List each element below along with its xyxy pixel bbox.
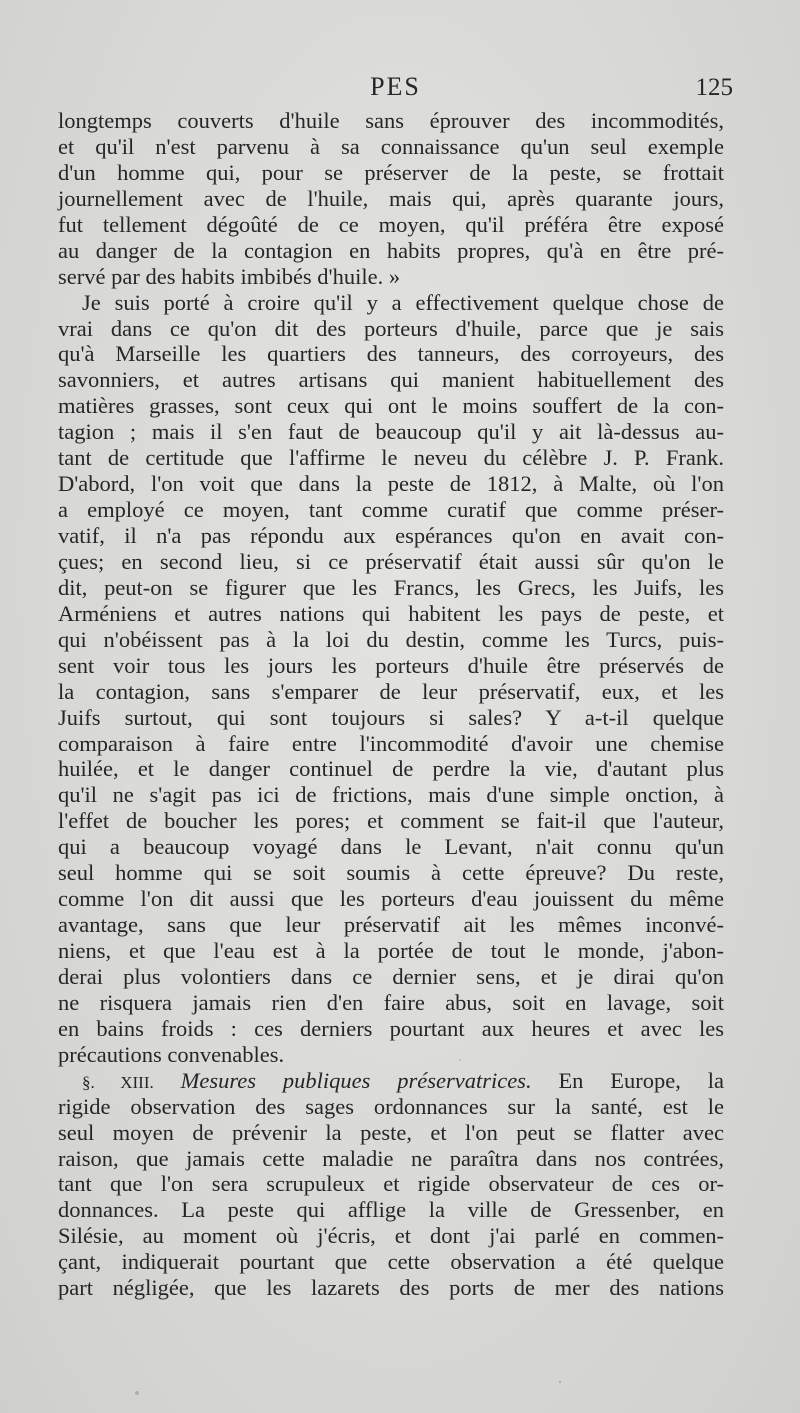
text-line: huilée, et le danger continuel de perdre la vie, d'autant plus <box>58 756 724 782</box>
text-line: matières grasses, sont ceux qui ont le moins souffert de la con- <box>58 393 724 419</box>
text-line: niens, et que l'eau est à la portée de tout le monde, j'abon- <box>58 938 724 963</box>
text-line: tagion ; mais il s'en faut de beaucoup qu'il y ait là-dessus au- <box>58 419 724 445</box>
paragraph <box>58 290 724 1068</box>
running-header <box>58 74 733 104</box>
text-line: d'un homme qui, pour se préserver de la peste, se frottait <box>58 159 724 185</box>
text-line: journellement avec de l'huile, mais qui, après quarante jours, <box>58 185 724 211</box>
text-line: savonniers, et autres artisans qui manient habituellement des <box>58 367 724 393</box>
text-line: donnances. La peste qui afflige la ville de Gressenber, en <box>58 1197 724 1223</box>
section-first-line-text: En Europe, la <box>558 1067 724 1093</box>
text-line: comme l'on dit aussi que les porteurs d'eau jouissent du même <box>58 886 724 912</box>
text-line: vatif, il n'a pas répondu aux espérances qu'on en avait con- <box>58 523 724 548</box>
text-line: tant de certitude que l'affirme le neveu du célèbre J. P. Frank. <box>58 445 724 471</box>
text-line: Juifs surtout, qui sont toujours si sales? Y a-t-il quelque <box>58 704 724 730</box>
text-line: ne risquera jamais rien d'en faire abus, soit en lavage, soit <box>58 989 724 1015</box>
body-text <box>58 108 724 1301</box>
text-line: Silésie, au moment où j'écris, et dont j'ai parlé en commen- <box>58 1223 724 1249</box>
text-line: dit, peut-on se figurer que les Francs, les Grecs, les Juifs, les <box>58 574 724 600</box>
text-line: qui a beaucoup voyagé dans le Levant, n'ait connu qu'un <box>58 834 724 860</box>
text-line: part négligée, que les lazarets des ports de mer des nations <box>58 1275 724 1301</box>
text-line: et qu'il n'est parvenu à sa connaissance qu'un seul exemple <box>58 133 724 159</box>
text-line: comparaison à faire entre l'incommodité d'avoir une chemise <box>58 730 724 756</box>
section-heading-line <box>58 1068 724 1094</box>
text-line: la contagion, sans s'emparer de leur préservatif, eux, et les <box>58 678 724 704</box>
text-line: qu'à Marseille les quartiers des tanneurs, des corroyeurs, des <box>58 341 724 367</box>
text-line: D'abord, l'on voit que dans la peste de 1812, à Malte, où l'on <box>58 471 724 497</box>
text-line: avantage, sans que leur préservatif ait les mêmes inconvé- <box>58 912 724 938</box>
text-line: tant que l'on sera scrupuleux et rigide observateur de ces or- <box>58 1171 724 1197</box>
text-line: çues; en second lieu, si ce préservatif était aussi sûr qu'on le <box>58 548 724 574</box>
paragraph <box>58 108 724 290</box>
text-line: Je suis porté à croire qu'il y a effectivement quelque chose de <box>82 289 724 315</box>
text-line: précautions convenables. <box>58 1041 285 1067</box>
section-paragraph <box>58 1068 724 1301</box>
section-title: Mesures publiques préservatrices. <box>180 1067 532 1093</box>
text-line: seul homme qui se soit soumis à cette épreuve? Du reste, <box>58 860 724 886</box>
text-line: fut tellement dégoûté de ce moyen, qu'il préféra être exposé <box>58 211 724 237</box>
text-line: derai plus volontiers dans ce dernier sens, et je dirai qu'on <box>58 963 724 989</box>
text-line: çant, indiquerait pourtant que cette observation a été quelque <box>58 1249 724 1275</box>
text-line: raison, que jamais cette maladie ne paraîtra dans nos contrées, <box>58 1145 724 1171</box>
text-line: a employé ce moyen, tant comme curatif que comme préser- <box>58 497 724 523</box>
text-line: longtemps couverts d'huile sans éprouver des incommodités, <box>58 108 724 133</box>
text-line: servé par des habits imbibés d'huile. » <box>58 263 401 289</box>
text-line: seul moyen de prévenir la peste, et l'on peut se flatter avec <box>58 1119 724 1145</box>
section-mark: §. XIII. <box>82 1072 154 1092</box>
text-line: vrai dans ce qu'on dit des porteurs d'huile, parce que je sais <box>58 315 724 341</box>
text-line: l'effet de boucher les pores; et comment se fait-il que l'auteur, <box>58 808 724 834</box>
page-number: 125 <box>695 74 733 101</box>
text-line: qu'il ne s'agit pas ici de frictions, mais d'une simple onction, à <box>58 782 724 808</box>
text-line: Arméniens et autres nations qui habitent les pays de peste, et <box>58 600 724 626</box>
text-line: qui n'obéissent pas à la loi du destin, comme les Turcs, puis- <box>58 626 724 652</box>
text-line: rigide observation des sages ordonnances sur la santé, est le <box>58 1093 724 1119</box>
text-line: en bains froids : ces derniers pourtant aux heures et avec les <box>58 1015 724 1041</box>
text-line: sent voir tous les jours les porteurs d'huile être préservés de <box>58 652 724 678</box>
text-line: au danger de la contagion en habits propres, qu'à en être pré- <box>58 237 724 263</box>
running-title: PES <box>370 72 421 101</box>
